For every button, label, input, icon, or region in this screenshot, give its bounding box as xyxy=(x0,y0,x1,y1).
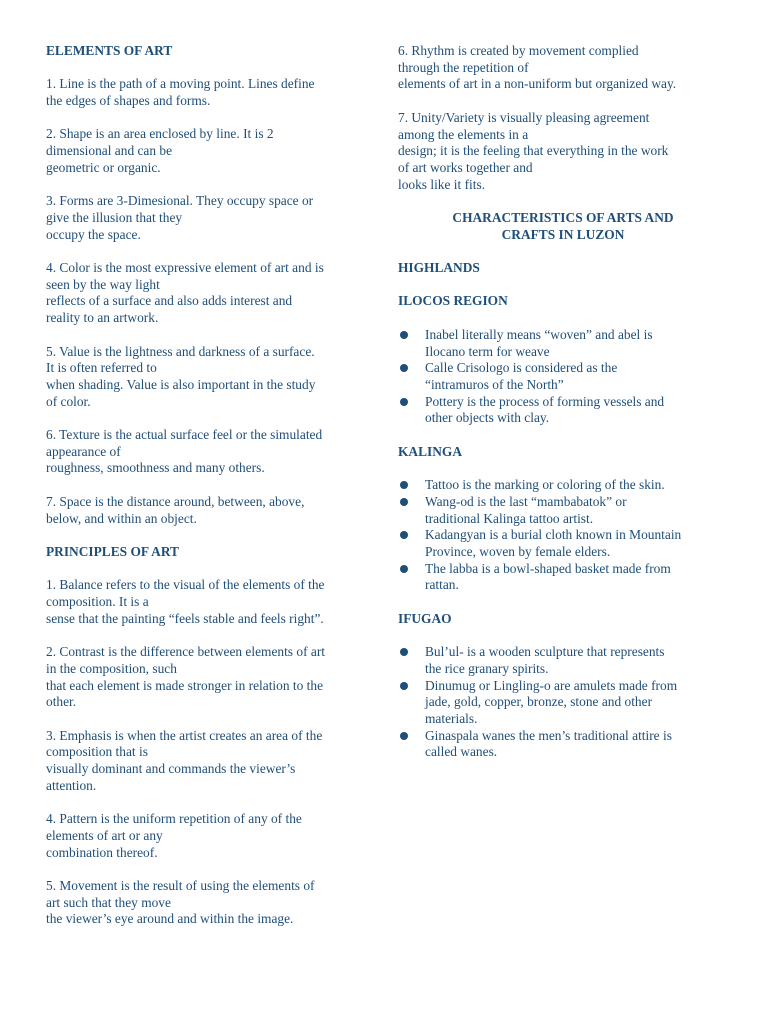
kalinga-bullet-list xyxy=(398,477,728,594)
elements-list xyxy=(46,76,376,527)
element-paragraph xyxy=(46,260,376,327)
text-line: of art works together and xyxy=(398,159,533,175)
text-line: 3. Forms are 3-Dimesional. They occupy space or xyxy=(46,193,314,209)
text-line: 1. Balance refers to the visual of the elements of the xyxy=(46,577,325,593)
principle-paragraph xyxy=(46,811,376,861)
text-line: art such that they move xyxy=(46,894,171,910)
text-line: the edges of shapes and forms. xyxy=(46,93,211,109)
text-line: Ginaspala wanes the men’s traditional attire is xyxy=(425,727,672,743)
element-paragraph xyxy=(46,494,376,527)
text-line: 3. Emphasis is when the artist creates an area of the xyxy=(46,727,323,743)
text-line: design; it is the feeling that everything in the work xyxy=(398,143,669,159)
text-line: 4. Pattern is the uniform repetition of any of the xyxy=(46,811,302,827)
text-line: elements of art or any xyxy=(46,827,163,843)
elements-heading: ELEMENTS OF ART xyxy=(46,43,173,58)
list-item xyxy=(398,327,728,360)
text-line: other. xyxy=(46,694,77,710)
text-line: 7. Unity/Variety is visually pleasing agreement xyxy=(398,109,650,125)
text-line: other objects with clay. xyxy=(425,410,550,426)
text-line: traditional Kalinga tattoo artist. xyxy=(425,510,594,526)
principle-paragraph xyxy=(46,728,376,795)
bullet-icon xyxy=(400,565,408,573)
text-line: reality to an artwork. xyxy=(46,310,159,326)
text-line: Dinumug or Lingling-o are amulets made from xyxy=(425,677,678,693)
text-line: 5. Movement is the result of using the elements of xyxy=(46,877,315,893)
text-line: rattan. xyxy=(425,577,459,593)
element-paragraph xyxy=(46,427,376,477)
text-line: geometric or organic. xyxy=(46,159,161,175)
list-item xyxy=(398,644,728,677)
ifugao-heading: IFUGAO xyxy=(398,610,452,626)
text-line: give the illusion that they xyxy=(46,209,183,225)
principle-paragraph xyxy=(46,878,376,928)
element-paragraph xyxy=(46,344,376,411)
bullet-icon xyxy=(400,398,408,406)
text-line: sense that the painting “feels stable and feels right”. xyxy=(46,610,324,626)
text-line: called wanes. xyxy=(425,744,498,760)
principle-paragraph xyxy=(46,644,376,711)
list-item xyxy=(398,477,728,494)
element-paragraph xyxy=(46,76,376,109)
text-line: occupy the space. xyxy=(46,226,141,242)
text-line: 2. Shape is an area enclosed by line. It is 2 xyxy=(46,126,274,142)
text-line: when shading. Value is also important in the study xyxy=(46,376,316,392)
text-line: appearance of xyxy=(46,443,121,459)
list-item xyxy=(398,494,728,527)
right-column xyxy=(398,43,728,778)
kalinga-heading: KALINGA xyxy=(398,443,462,459)
text-line: the viewer’s eye around and within the image. xyxy=(46,911,294,927)
text-line: looks like it fits. xyxy=(398,176,486,192)
text-line: attention. xyxy=(46,777,97,793)
bullet-icon xyxy=(400,531,408,539)
text-line: Bul’ul- is a wooden sculpture that represents xyxy=(425,644,665,660)
list-item xyxy=(398,678,728,728)
text-line: The labba is a bowl-shaped basket made from xyxy=(425,560,671,576)
text-line: 1. Line is the path of a moving point. Lines define xyxy=(46,76,315,92)
bullet-icon xyxy=(400,331,408,339)
text-line: in the composition, such xyxy=(46,660,177,676)
bullet-icon xyxy=(400,364,408,372)
list-item xyxy=(398,527,728,560)
text-line: materials. xyxy=(425,710,478,726)
text-line: 6. Texture is the actual surface feel or the simulated xyxy=(46,427,323,443)
text-line: roughness, smoothness and many others. xyxy=(46,460,265,476)
principles-list xyxy=(46,577,376,928)
text-line: through the repetition of xyxy=(398,59,529,75)
text-line: Pottery is the process of forming vessels and xyxy=(425,393,665,409)
principles-heading: PRINCIPLES OF ART xyxy=(46,543,179,559)
text-line: jade, gold, copper, bronze, stone and other xyxy=(425,694,653,710)
text-line: the rice granary spirits. xyxy=(425,660,549,676)
text-line: below, and within an object. xyxy=(46,510,197,526)
text-line: composition that is xyxy=(46,744,148,760)
element-paragraph xyxy=(46,193,376,243)
text-line: of color. xyxy=(46,393,91,409)
bullet-icon xyxy=(400,481,408,489)
text-line: “intramuros of the North” xyxy=(425,376,564,392)
text-line: reflects of a surface and also adds interest and xyxy=(46,293,293,309)
text-line: Wang-od is the last “mambabatok” or xyxy=(425,493,627,509)
text-line: combination thereof. xyxy=(46,844,158,860)
text-line: 4. Color is the most expressive element of art and is xyxy=(46,260,324,276)
text-line: It is often referred to xyxy=(46,360,157,376)
principles-continued-list xyxy=(398,43,728,193)
text-line: among the elements in a xyxy=(398,126,529,142)
ilocos-heading: ILOCOS REGION xyxy=(398,293,508,309)
characteristics-heading xyxy=(398,210,728,243)
list-item xyxy=(398,728,728,761)
text-line: seen by the way light xyxy=(46,276,160,292)
text-line: Province, woven by female elders. xyxy=(425,543,611,559)
text-line: visually dominant and commands the viewer’s xyxy=(46,761,296,777)
text-line: 2. Contrast is the difference between elements of art xyxy=(46,644,325,660)
left-column xyxy=(46,43,376,945)
principle-paragraph xyxy=(398,110,728,194)
text-line: composition. It is a xyxy=(46,594,149,610)
bullet-icon xyxy=(400,732,408,740)
text-line: Inabel literally means “woven” and abel is xyxy=(425,326,653,342)
text-line: Calle Crisologo is considered as the xyxy=(425,360,618,376)
text-line: 7. Space is the distance around, between, above, xyxy=(46,493,305,509)
list-item xyxy=(398,360,728,393)
text-line: Ilocano term for weave xyxy=(425,343,550,359)
ifugao-bullet-list xyxy=(398,644,728,761)
text-line: Tattoo is the marking or coloring of the skin. xyxy=(425,477,665,493)
bullet-icon xyxy=(400,648,408,656)
principle-paragraph xyxy=(398,43,728,93)
principle-paragraph xyxy=(46,577,376,627)
list-item xyxy=(398,561,728,594)
text-line: Kadangyan is a burial cloth known in Mountain xyxy=(425,527,682,543)
text-line: 6. Rhythm is created by movement complied xyxy=(398,43,639,58)
bullet-icon xyxy=(400,498,408,506)
ilocos-bullet-list xyxy=(398,327,728,427)
characteristics-heading-line1: CHARACTERISTICS OF ARTS AND xyxy=(452,210,674,225)
characteristics-heading-line2: CRAFTS IN LUZON xyxy=(501,226,625,242)
text-line: that each element is made stronger in relation to the xyxy=(46,677,324,693)
highlands-heading: HIGHLANDS xyxy=(398,260,480,276)
text-line: elements of art in a non-uniform but organized way. xyxy=(398,76,677,92)
text-line: 5. Value is the lightness and darkness of a surface. xyxy=(46,343,315,359)
text-line: dimensional and can be xyxy=(46,143,173,159)
bullet-icon xyxy=(400,682,408,690)
list-item xyxy=(398,394,728,427)
element-paragraph xyxy=(46,126,376,176)
